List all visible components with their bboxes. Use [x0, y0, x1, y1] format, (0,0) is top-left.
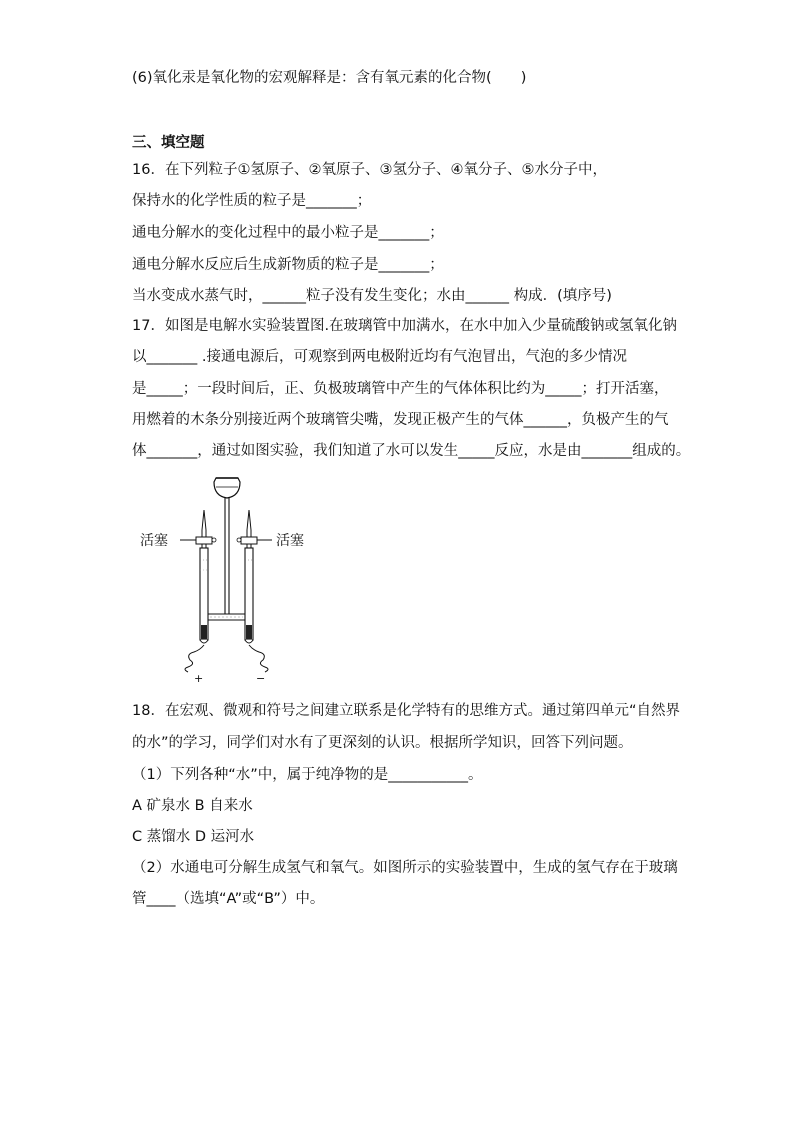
q16-line-b: 通电分解水的变化过程中的最小粒子是_______； — [132, 225, 444, 241]
q18-line-1: 18．在宏观、微观和符号之间建立联系是化学特有的思维方式。通过第四单元“自然界 — [132, 703, 680, 719]
left-stopcock-label: 活塞 — [140, 533, 168, 549]
q16-stem: 16．在下列粒子①氢原子、②氧原子、③氢分子、④氧分子、⑤水分子中， — [132, 162, 607, 178]
q18-line-6: （2）水通电可分解生成氢气和氧气。如图所示的实验装置中，生成的氢气存在于玻璃 — [132, 860, 678, 876]
electrolysis-apparatus-figure — [136, 470, 316, 685]
positive-terminal-label: + — [194, 672, 204, 685]
q17-line-4: 用燃着的木条分别接近两个玻璃管尖嘴，发现正极产生的气体______，负极产生的气 — [132, 412, 669, 428]
q18-line-7: 管____（选填“A”或“B”）中。 — [132, 891, 325, 907]
right-stopcock-label: 活塞 — [276, 533, 304, 549]
statement-6: (6)氧化汞是氧化物的宏观解释是：含有氧元素的化合物( ) — [132, 70, 527, 86]
q18-options-cd: C 蒸馏水 D 运河水 — [132, 829, 255, 845]
q16-line-c: 通电分解水反应后生成新物质的粒子是_______； — [132, 257, 444, 273]
q17-line-2: 以_______ .接通电源后，可观察到两电极附近均有气泡冒出，气泡的多少情况 — [132, 349, 627, 365]
q17-line-3: 是_____；一段时间后，正、负极玻璃管中产生的气体体积比约为_____；打开活塞， — [132, 381, 669, 397]
negative-terminal-label: − — [256, 672, 266, 685]
section-heading: 三、填空题 — [132, 135, 205, 151]
q16-line-d: 当水变成水蒸气时，______粒子没有发生变化；水由______ 构成．(填序号) — [132, 288, 612, 304]
q17-line-5: 体_______，通过如图实验，我们知道了水可以发生_____反应，水是由_______组成的。 — [132, 443, 691, 459]
q16-line-a: 保持水的化学性质的粒子是_______； — [132, 193, 372, 209]
q18-line-2: 的水”的学习，同学们对水有了更深刻的认识。根据所学知识，回答下列问题。 — [132, 735, 633, 751]
q18-line-3: （1）下列各种“水”中，属于纯净物的是___________。 — [132, 767, 483, 783]
q18-options-ab: A 矿泉水 B 自来水 — [132, 798, 253, 814]
q17-line-1: 17．如图是电解水实验装置图.在玻璃管中加满水，在水中加入少量硫酸钠或氢氧化钠 — [132, 318, 678, 334]
